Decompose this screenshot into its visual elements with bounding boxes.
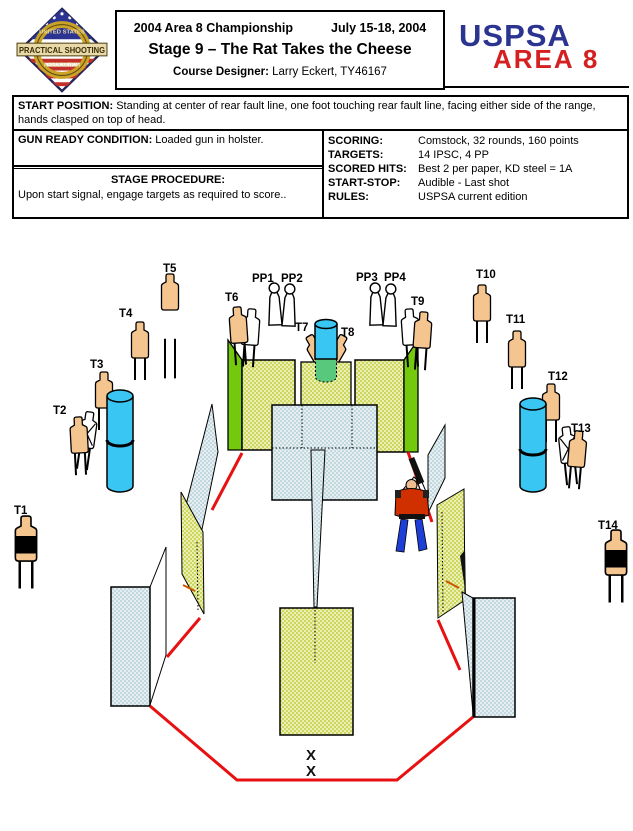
stat-label: RULES:	[328, 191, 369, 203]
stat-label: TARGETS:	[328, 149, 384, 161]
stat-value: Comstock, 32 rounds, 160 points	[418, 135, 579, 147]
label-t5: T5	[163, 263, 177, 275]
stat-row-rules	[328, 190, 627, 204]
stage-procedure-box	[14, 168, 322, 217]
barrel-stack-right	[520, 398, 546, 492]
label-t3: T3	[90, 359, 104, 371]
target-t10	[474, 285, 491, 343]
stat-value: Best 2 per paper, KD steel = 1A	[418, 163, 573, 175]
popper-pp1	[267, 283, 282, 325]
stat-value: USPSA current edition	[418, 191, 528, 203]
start-position-row	[14, 97, 627, 131]
barrel-stack-left	[107, 390, 133, 492]
label-pp2: PP2	[281, 273, 303, 285]
label-t1: T1	[14, 505, 28, 517]
start-position-text: Standing at center of rear fault line, one foot touching rear fault line, facing either side of the range, hands clasped on top of head.	[18, 100, 596, 126]
stat-label: SCORED HITS:	[328, 163, 407, 175]
match-dates: July 15-18, 2004	[331, 21, 427, 35]
wall-bottom-left	[111, 587, 150, 706]
wall-right-angled-khaki	[437, 489, 466, 618]
target-t5	[162, 274, 179, 378]
label-pp1: PP1	[252, 273, 274, 285]
start-position-marks	[306, 747, 316, 780]
briefing-stats-column	[324, 131, 627, 217]
shooter-leg-right	[415, 519, 427, 551]
stage-diagram	[0, 250, 633, 831]
target-t11	[509, 331, 526, 389]
logo-uspsa-text: USPSA	[459, 18, 571, 53]
course-designer	[117, 66, 443, 78]
uspsa-area8-logo	[443, 10, 629, 88]
label-t11: T11	[506, 314, 526, 326]
barrel-center	[315, 320, 337, 360]
gun-ready-row	[14, 131, 322, 167]
badge-banner-text: PRACTICAL SHOOTING	[18, 45, 106, 55]
label-t6: T6	[225, 292, 239, 304]
badge-arc-bottom: ASSOCIATION	[43, 62, 81, 69]
stage-briefing-table	[12, 95, 629, 219]
popper-pp2	[282, 284, 297, 326]
course-designer-value: Larry Eckert, TY46167	[268, 66, 387, 78]
gun-ready-text: Loaded gun in holster.	[152, 134, 264, 146]
badge-arc-top: UNITED STATES	[39, 29, 85, 36]
stat-row-scored-hits	[328, 162, 627, 176]
wall-bottom-left-wedge	[150, 547, 166, 705]
label-pp3: PP3	[356, 272, 378, 284]
stat-row-targets	[328, 148, 627, 162]
wall-bottom-center	[280, 608, 353, 735]
match-title: 2004 Area 8 Championship	[133, 21, 294, 35]
shooter	[395, 457, 429, 552]
label-t13: T13	[571, 423, 591, 435]
label-t10: T10	[476, 269, 496, 281]
label-t7: T7	[295, 322, 309, 334]
target-t4	[132, 322, 149, 380]
uspsa-badge-logo	[16, 6, 108, 94]
stat-row-scoring	[328, 134, 627, 148]
target-t13-pair	[558, 426, 588, 489]
target-t1	[15, 516, 36, 589]
stat-value: 14 IPSC, 4 PP	[418, 149, 489, 161]
stage-title: Stage 9 – The Rat Takes the Cheese	[148, 41, 412, 58]
stat-value: Audible - Last shot	[418, 177, 510, 189]
wall-right-angled-blue	[428, 425, 445, 513]
start-mark-x1: X	[306, 747, 317, 764]
wall-bottom-right	[473, 598, 515, 717]
logo-area8-text: AREA 8	[493, 44, 600, 74]
label-t4: T4	[119, 308, 133, 320]
stage-procedure-text: Upon start signal, engage targets as required to score..	[18, 189, 287, 201]
wall-bottom-right-wedge	[462, 592, 473, 713]
briefing-left-column	[14, 131, 324, 217]
label-t12: T12	[548, 371, 568, 383]
gun-ready-label: GUN READY CONDITION:	[18, 134, 153, 146]
popper-pp4	[383, 284, 398, 326]
title-box	[115, 10, 445, 90]
label-t9: T9	[411, 296, 425, 308]
wall-center-wedge	[311, 450, 325, 607]
stat-row-start-stop	[328, 176, 627, 190]
title-line1	[117, 21, 443, 35]
stat-label: SCORING:	[328, 135, 383, 147]
target-t14	[605, 530, 626, 603]
start-position-label: START POSITION:	[18, 100, 114, 112]
label-t8: T8	[341, 327, 355, 339]
course-designer-label: Course Designer:	[173, 66, 269, 78]
label-pp4: PP4	[384, 272, 406, 284]
hidden-barrel-green	[316, 358, 337, 382]
label-t2: T2	[53, 405, 67, 417]
stat-label: START-STOP:	[328, 177, 401, 189]
stage-procedure-title: STAGE PROCEDURE:	[110, 174, 226, 186]
start-mark-x2: X	[306, 763, 317, 780]
shooter-leg-left	[396, 519, 408, 552]
popper-pp3	[368, 283, 383, 325]
label-t14: T14	[598, 520, 618, 532]
